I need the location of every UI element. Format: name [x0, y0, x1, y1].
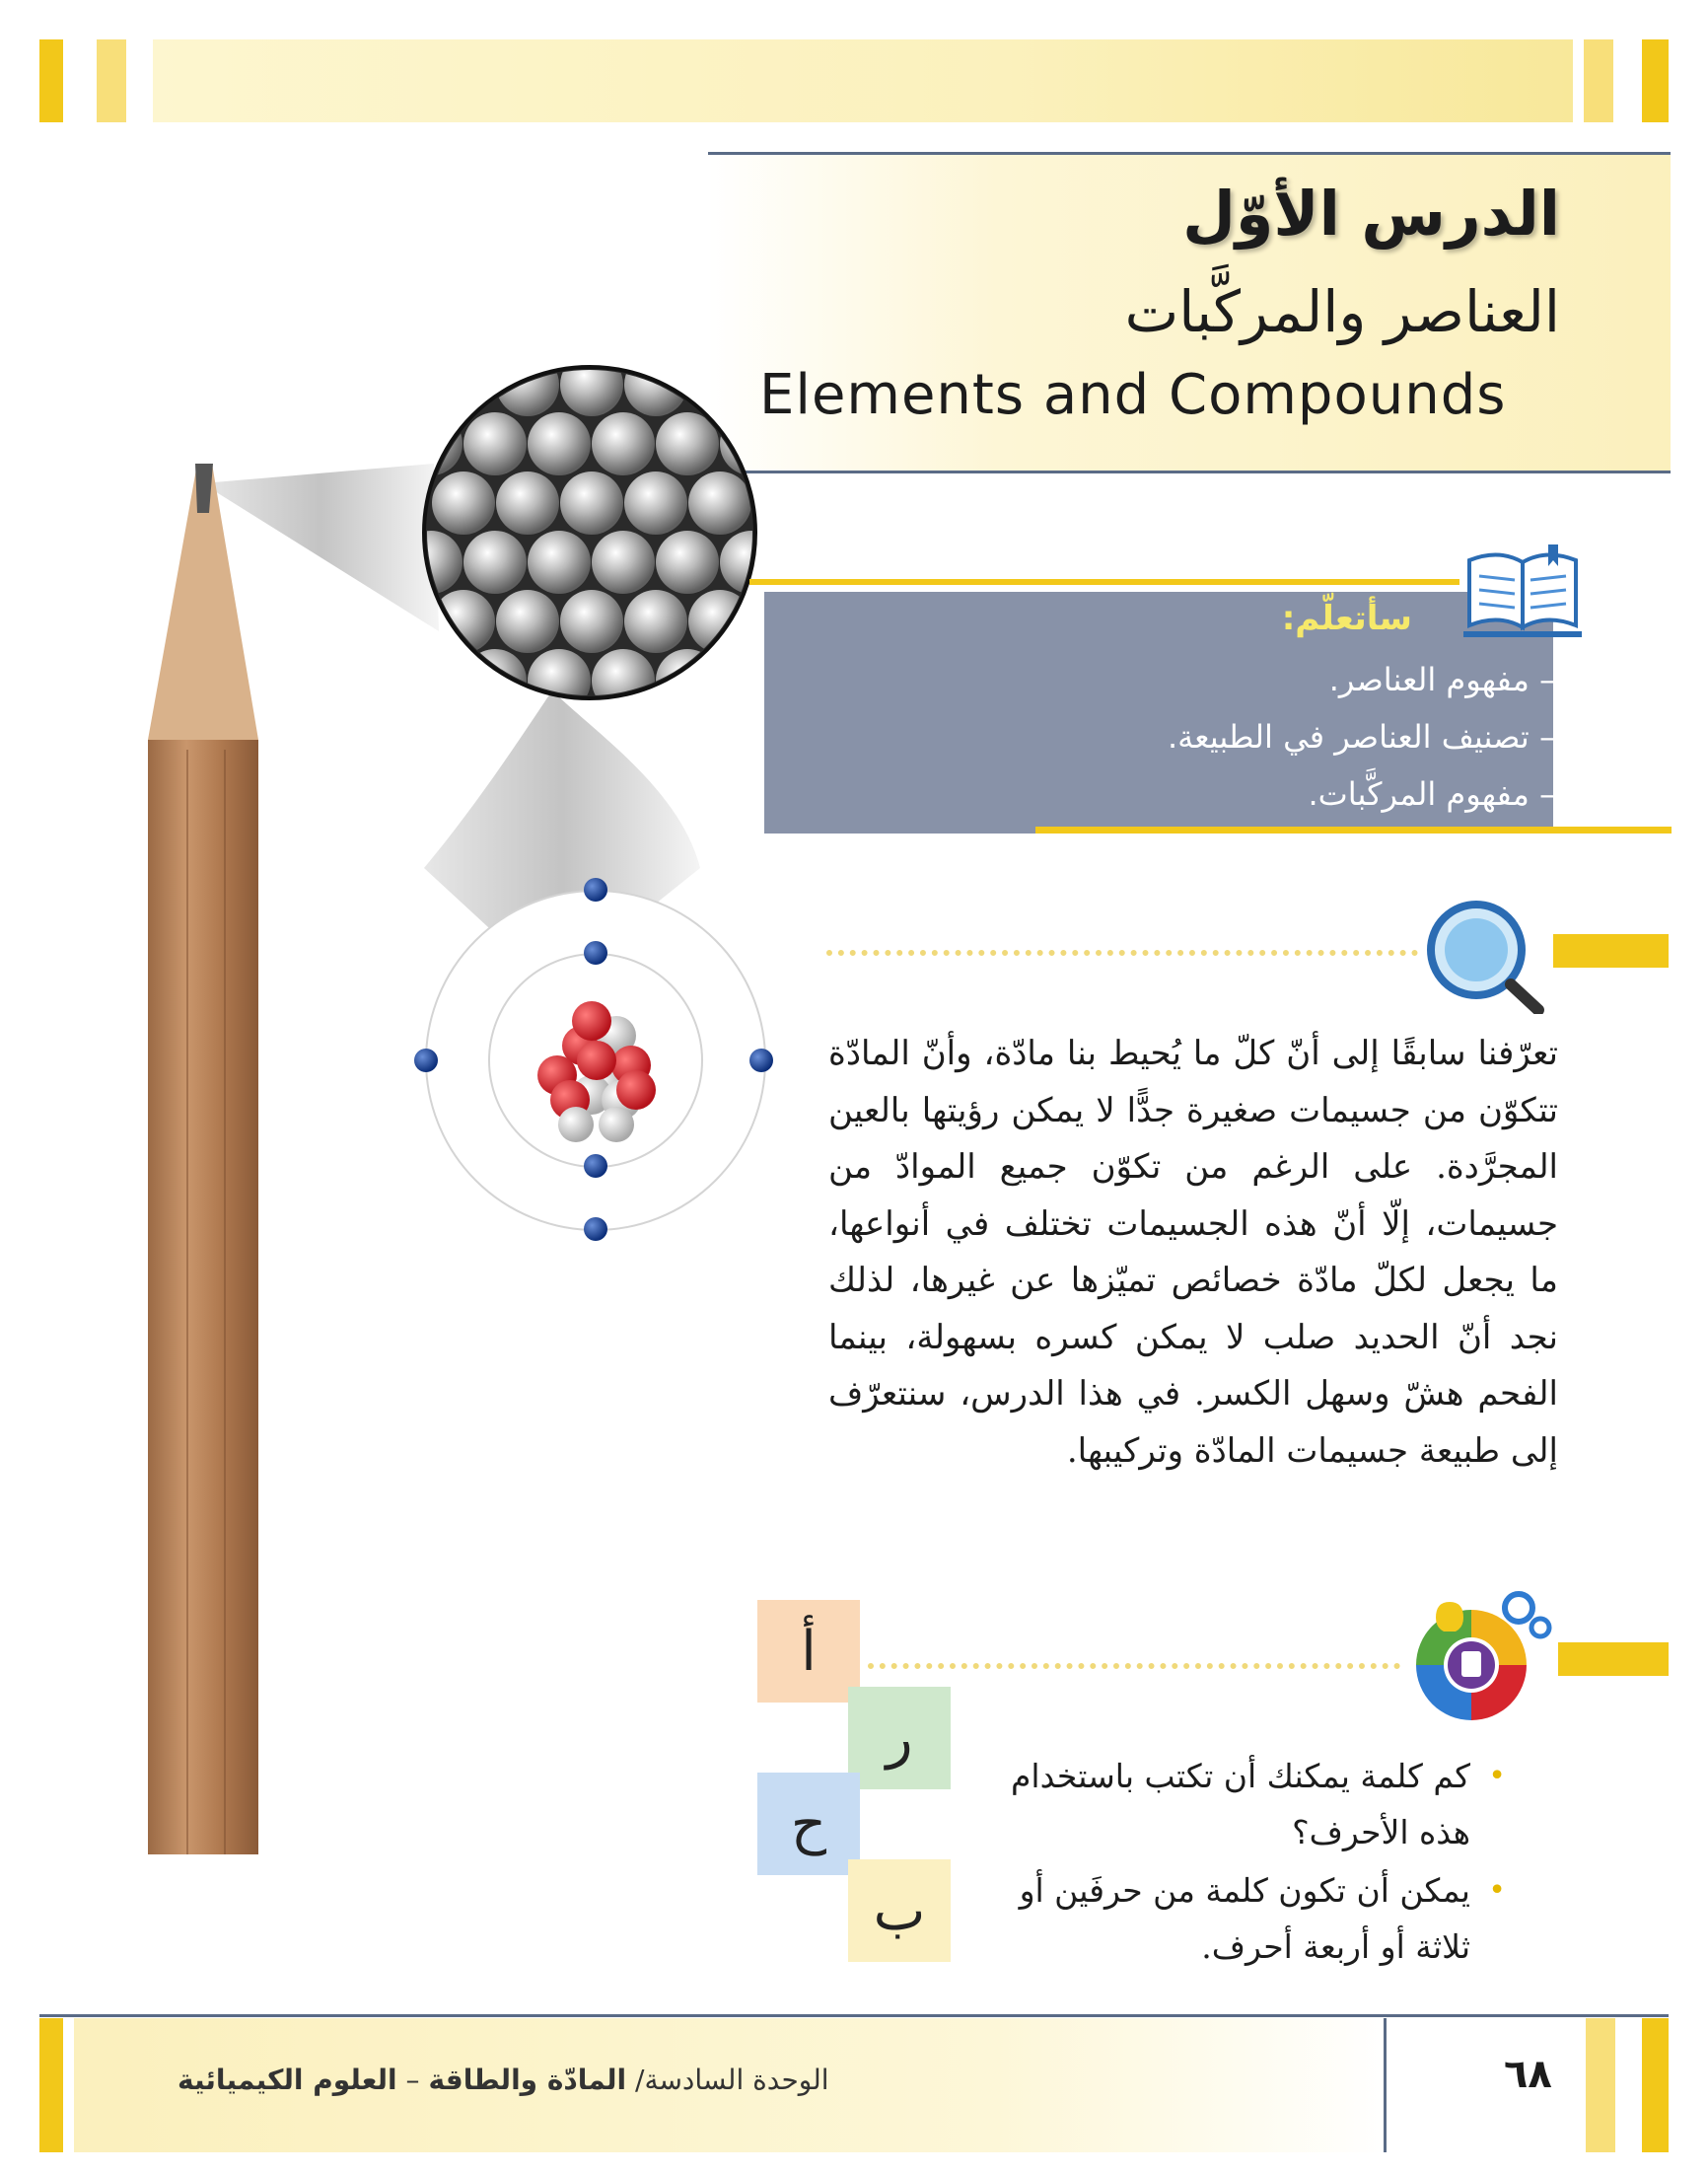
activity-wheel-icon	[1400, 1578, 1558, 1736]
page-number: ٦٨	[1504, 2052, 1552, 2097]
pencil-body	[148, 740, 258, 1854]
learn-bottom-line	[1035, 827, 1672, 834]
letter-card-ha: ح	[757, 1773, 860, 1875]
learn-item: – مفهوم العناصر.	[1328, 661, 1555, 698]
activity-yellow-stub	[1558, 1642, 1669, 1676]
magnifier-icon	[1422, 896, 1550, 1014]
lesson-label: الدرس الأوّل	[1182, 178, 1560, 250]
learn-heading: سأتعلّم:	[1281, 599, 1412, 638]
intro-dotted-line	[826, 950, 1418, 956]
activity-question: • يمكن أن تكون كلمة من حرفَين أو ثلاثة أو أربعة أحرف.	[1019, 1871, 1506, 1966]
footer-separator	[1384, 2018, 1387, 2152]
learn-list	[1168, 651, 1555, 823]
letter-card-alef: أ	[757, 1600, 860, 1703]
zoom-cone-1	[202, 464, 439, 631]
footer-right-bar-light	[1586, 2018, 1615, 2152]
intro-paragraph: تعرّفنا سابقًا إلى أنّ كلّ ما يُحيط بنا مادّة، وأنّ المادّة تتكوّن من جسيمات صغيرة جدًّا لا يمكن رؤيتها بالعين المجرَّدة. على الرغم من تكوّن جميع الموادّ من جسيمات، إلّا أنّ هذه الجسيمات تختلف في أنواعها، ما يجعل لكلّ مادّة خصائص تميّزها عن غيرها، لذلك نجد أنّ الحديد صلب لا يمكن كسره بسهولة، بينما الفحم هشّ وسهل الكسر. في هذا الدرس، سنتعرّف إلى طبيعة جسيمات المادّة وتركيبها.	[828, 1034, 1558, 1471]
letter-card-ra: ر	[848, 1687, 951, 1789]
activity-dotted-line	[868, 1663, 1400, 1669]
learn-item: – مفهوم المركَّبات.	[1308, 775, 1555, 813]
footer-left-bar	[39, 2018, 63, 2152]
lesson-title-arabic: العناصر والمركَّبات	[1124, 278, 1560, 345]
letter-card-ba: ب	[848, 1859, 951, 1962]
footer-unit-text: الوحدة السادسة/ المادّة والطاقة – العلوم الكيميائية	[178, 2064, 829, 2096]
activity-questions	[993, 1748, 1506, 1977]
intro-yellow-stub	[1553, 934, 1669, 968]
activity-question: • كم كلمة يمكنك أن تكتب باستخدام هذه الأحرف؟	[1010, 1757, 1506, 1851]
atom-model	[414, 878, 773, 1241]
learn-top-line	[749, 579, 1459, 585]
footer-right-bar	[1642, 2018, 1669, 2152]
open-book-icon	[1459, 541, 1588, 639]
learn-item: – تصنيف العناصر في الطبيعة.	[1167, 718, 1555, 756]
lesson-title-english: Elements and Compounds	[759, 363, 1507, 427]
footer-line	[39, 2014, 1669, 2017]
